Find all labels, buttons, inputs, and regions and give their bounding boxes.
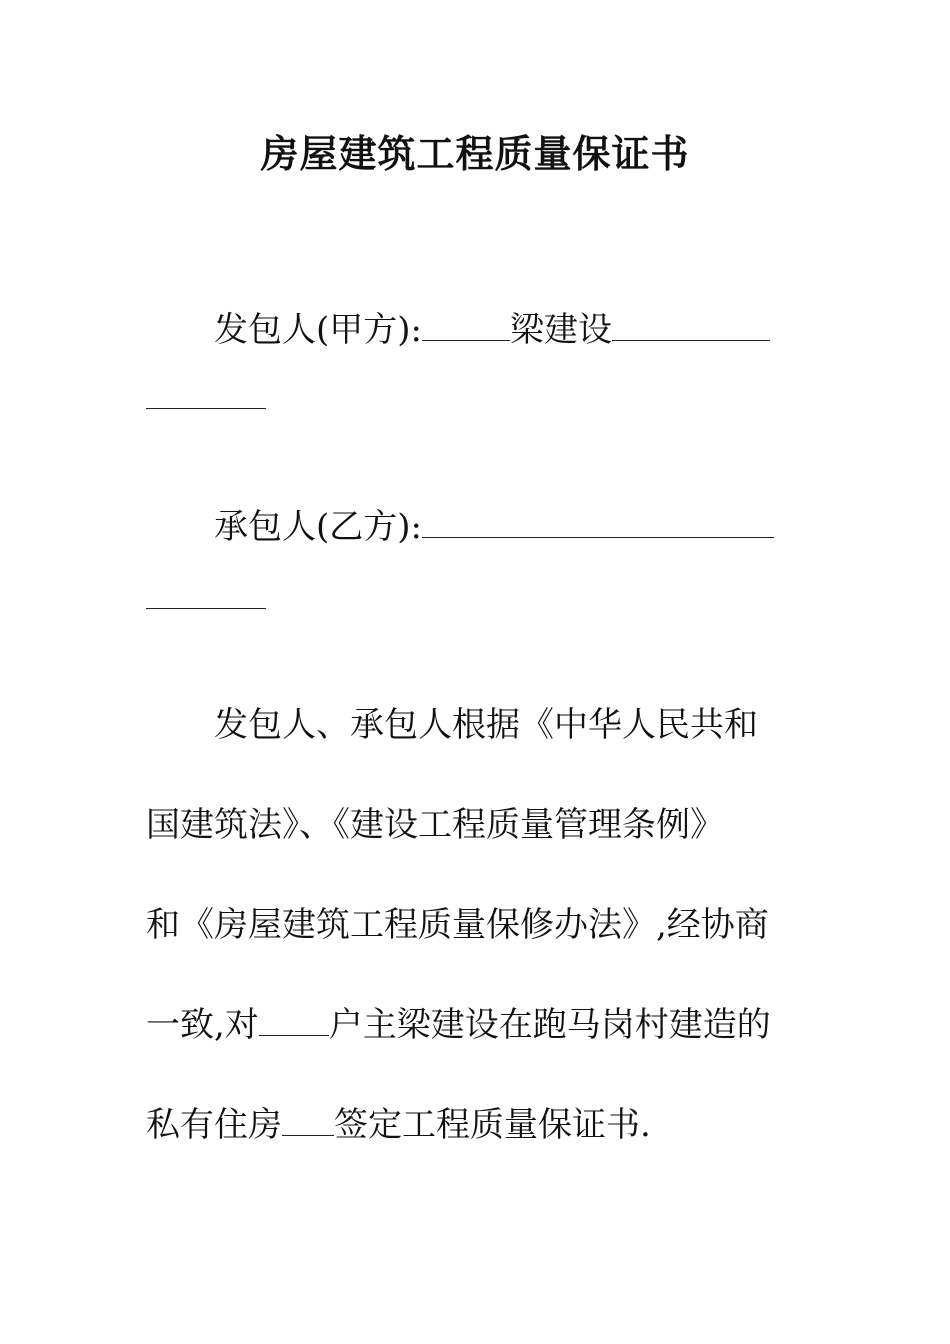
- body-line-5-prefix: 私有住房: [146, 1105, 282, 1145]
- party-a-blank-before: [422, 310, 510, 341]
- body-line-5-suffix: 签定工程质量保证书.: [334, 1105, 651, 1145]
- body-line-2: 国建筑法》、《建设工程质量管理条例》: [146, 805, 724, 845]
- body-line-4: [146, 1001, 796, 1049]
- body-line-4-prefix: 一致,对: [146, 1005, 259, 1045]
- party-a-label: 发包人(甲方):: [214, 310, 422, 350]
- party-a-line: [214, 306, 794, 354]
- body-line-3: 和《房屋建筑工程质量保修办法》,经协商: [146, 905, 769, 945]
- party-b-label: 承包人(乙方):: [214, 507, 422, 547]
- body-line-5: [146, 1101, 796, 1149]
- body-line-5-blank: [282, 1105, 334, 1136]
- document-title: 房屋建筑工程质量保证书: [260, 131, 690, 176]
- party-b-line: [214, 503, 794, 551]
- body-line-4-blank: [259, 1005, 329, 1036]
- party-a-blank-after: [612, 310, 770, 341]
- party-b-blank: [422, 507, 774, 538]
- body-line-4-suffix: 户主梁建设在跑马岗村建造的: [328, 1005, 771, 1045]
- party-a-value: 梁建设: [509, 310, 612, 350]
- body-line-1: 发包人、承包人根据《中华人民共和: [214, 705, 758, 745]
- party-a-continuation-rule: [146, 408, 266, 409]
- party-b-continuation-rule: [146, 608, 266, 609]
